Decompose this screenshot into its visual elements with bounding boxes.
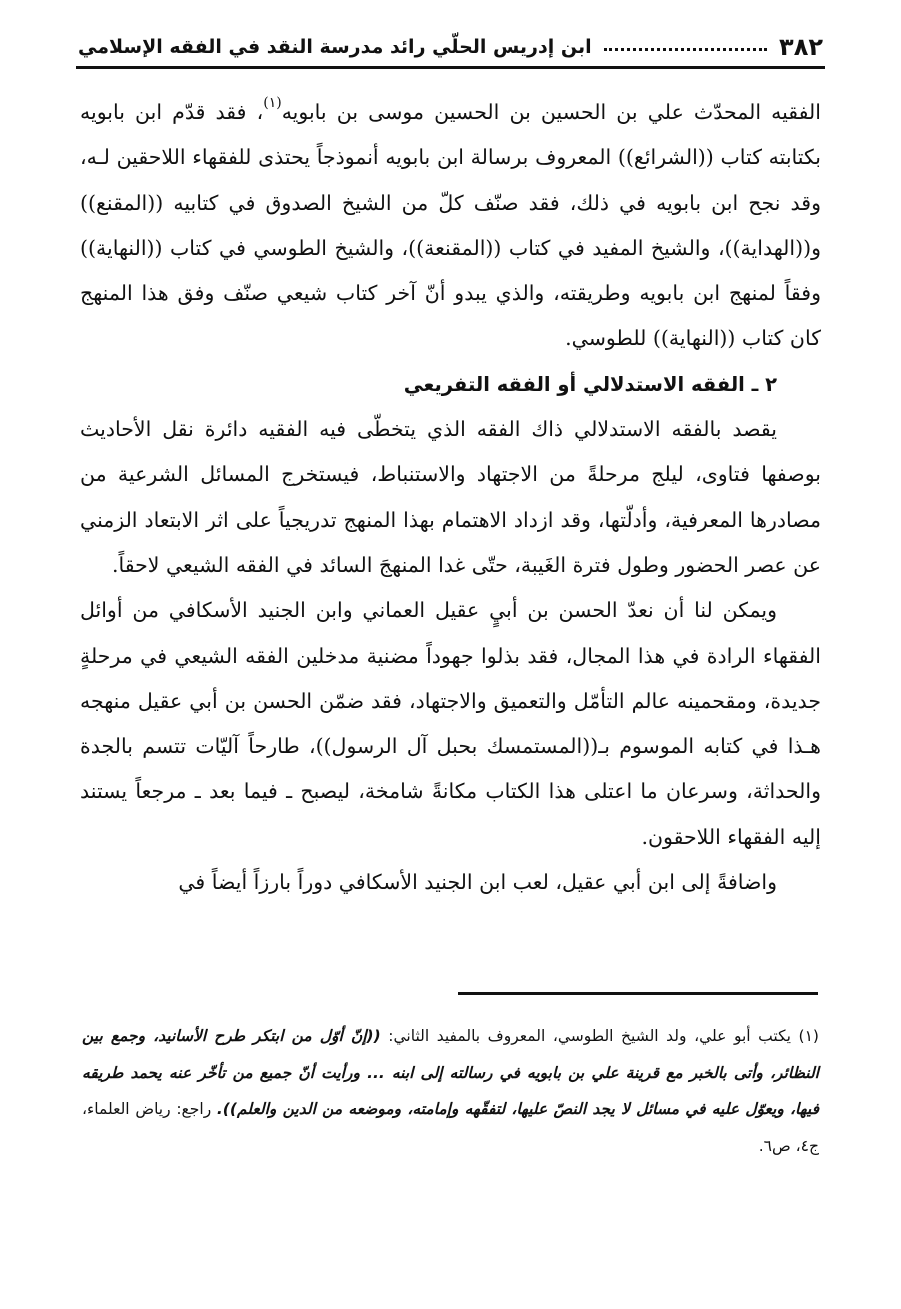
paragraph-1-start: الفقيه المحدّث علي بن الحسين بن الحسين موسى بن بابويه — [281, 100, 821, 124]
footnote-marker: (١) — [798, 1027, 819, 1045]
footnote-1 — [82, 1018, 819, 1164]
footnote-source: راجع: رياض العلماء، ج٤، ص٦. — [82, 1100, 819, 1155]
paragraph-1 — [80, 90, 821, 362]
paragraph-1-rest: ، فقد قدّم ابن بابويه بكتابته كتاب ((الشرائع)) المعروف برسالة ابن بابويه أنموذجاً يحتذى للفقهاء اللاحقين لـه، وقد نجح ابن بابويه في ذلك، فقد صنّف كلّ من الشيخ الصدوق في كتابيه ((المقنع)) و((الهداية))، والشيخ المفيد في كتاب ((المقنعة))، والشيخ الطوسي في كتاب ((النهاية)) وفقاً لمنهج ابن بابويه وطريقته، والذي يبدو أنّ آخر كتاب شيعي صنّف وفق هذا المنهج كان كتاب ((النهاية)) للطوسي. — [80, 100, 821, 351]
paragraph-2: يقصد بالفقه الاستدلالي ذاك الفقه الذي يتخطّى فيه الفقيه دائرة نقل الأحاديث بوصفها فتاوى، ليلج مرحلةً من الاجتهاد والاستنباط، فيستخرج المسائل الشرعية من مصادرها المعرفية، وأدلّتها، وقد ازداد الاهتمام بهذا المنهج تدريجياً على اثر الابتعاد الزمني عن عصر الحضور وطول فترة الغَيبة، حتّى غدا المنهجَ السائد في الفقه الشيعي لاحقاً. — [80, 417, 821, 577]
paragraph-4: واضافةً إلى ابن أبي عقيل، لعب ابن الجنيد الأسكافي دوراً بارزاً أيضاً في — [178, 870, 777, 895]
footnote-intro: يكتب أبو علي، ولد الشيخ الطوسي، المعروف بالمفيد الثاني: — [388, 1027, 791, 1045]
paragraph-3: ويمكن لنا أن نعدّ الحسن بن أبيٍ عقيل العماني وابن الجنيد الأسكافي من أوائل الفقهاء الرادة في هذا المجال، فقد بذلوا جهوداً مضنية مدخلين الفقه الشيعي في مرحلةٍ جديدة، ومقحمينه عالم التأمّل والتعميق والاجتهاد، فقد ضمّن الحسن بن أبي عقيل منهجه هـذا في كتابه الموسوم بـ((المستمسك بحبل آل الرسول))، طارحاً آليّات تتسم بالجدة والحداثة، وسرعان ما اعتلى هذا الكتاب مكانةً شامخة، ليصبح ـ فيما بعد ـ مرجعاً يستند إليه الفقهاء اللاحقون. — [80, 598, 821, 849]
page-number: ٣٨٢ — [779, 33, 823, 61]
body-text — [80, 90, 821, 905]
running-title: ابن إدريس الحلّي رائد مدرسة النقد في الفقه الإسلامي — [78, 36, 592, 58]
header-rule — [76, 66, 825, 69]
running-head — [78, 30, 823, 64]
section-heading: ٢ ـ الفقه الاستدلالي أو الفقه التفريعي — [403, 372, 777, 396]
leader-dots — [604, 48, 767, 51]
footnotes — [82, 1018, 819, 1164]
footnote-quote: ((إنّ أوّل من ابتكر طرح الأسانيد، وجمع بين النظائر، وأتى بالخبر مع قرينة علي بن بابويه في رسالته إلى ابنه ... ورأيت أنّ جميع من تأخّر عنه يحمد طريقه فيها، ويعوّل عليه في مسائل لا يجد النصّ عليها، لتفقّهه وإمامته، وموضعه من الدين والعلم)). — [82, 1027, 819, 1118]
footnote-rule — [458, 992, 818, 995]
footnote-reference[interactable]: (١) — [263, 95, 282, 111]
